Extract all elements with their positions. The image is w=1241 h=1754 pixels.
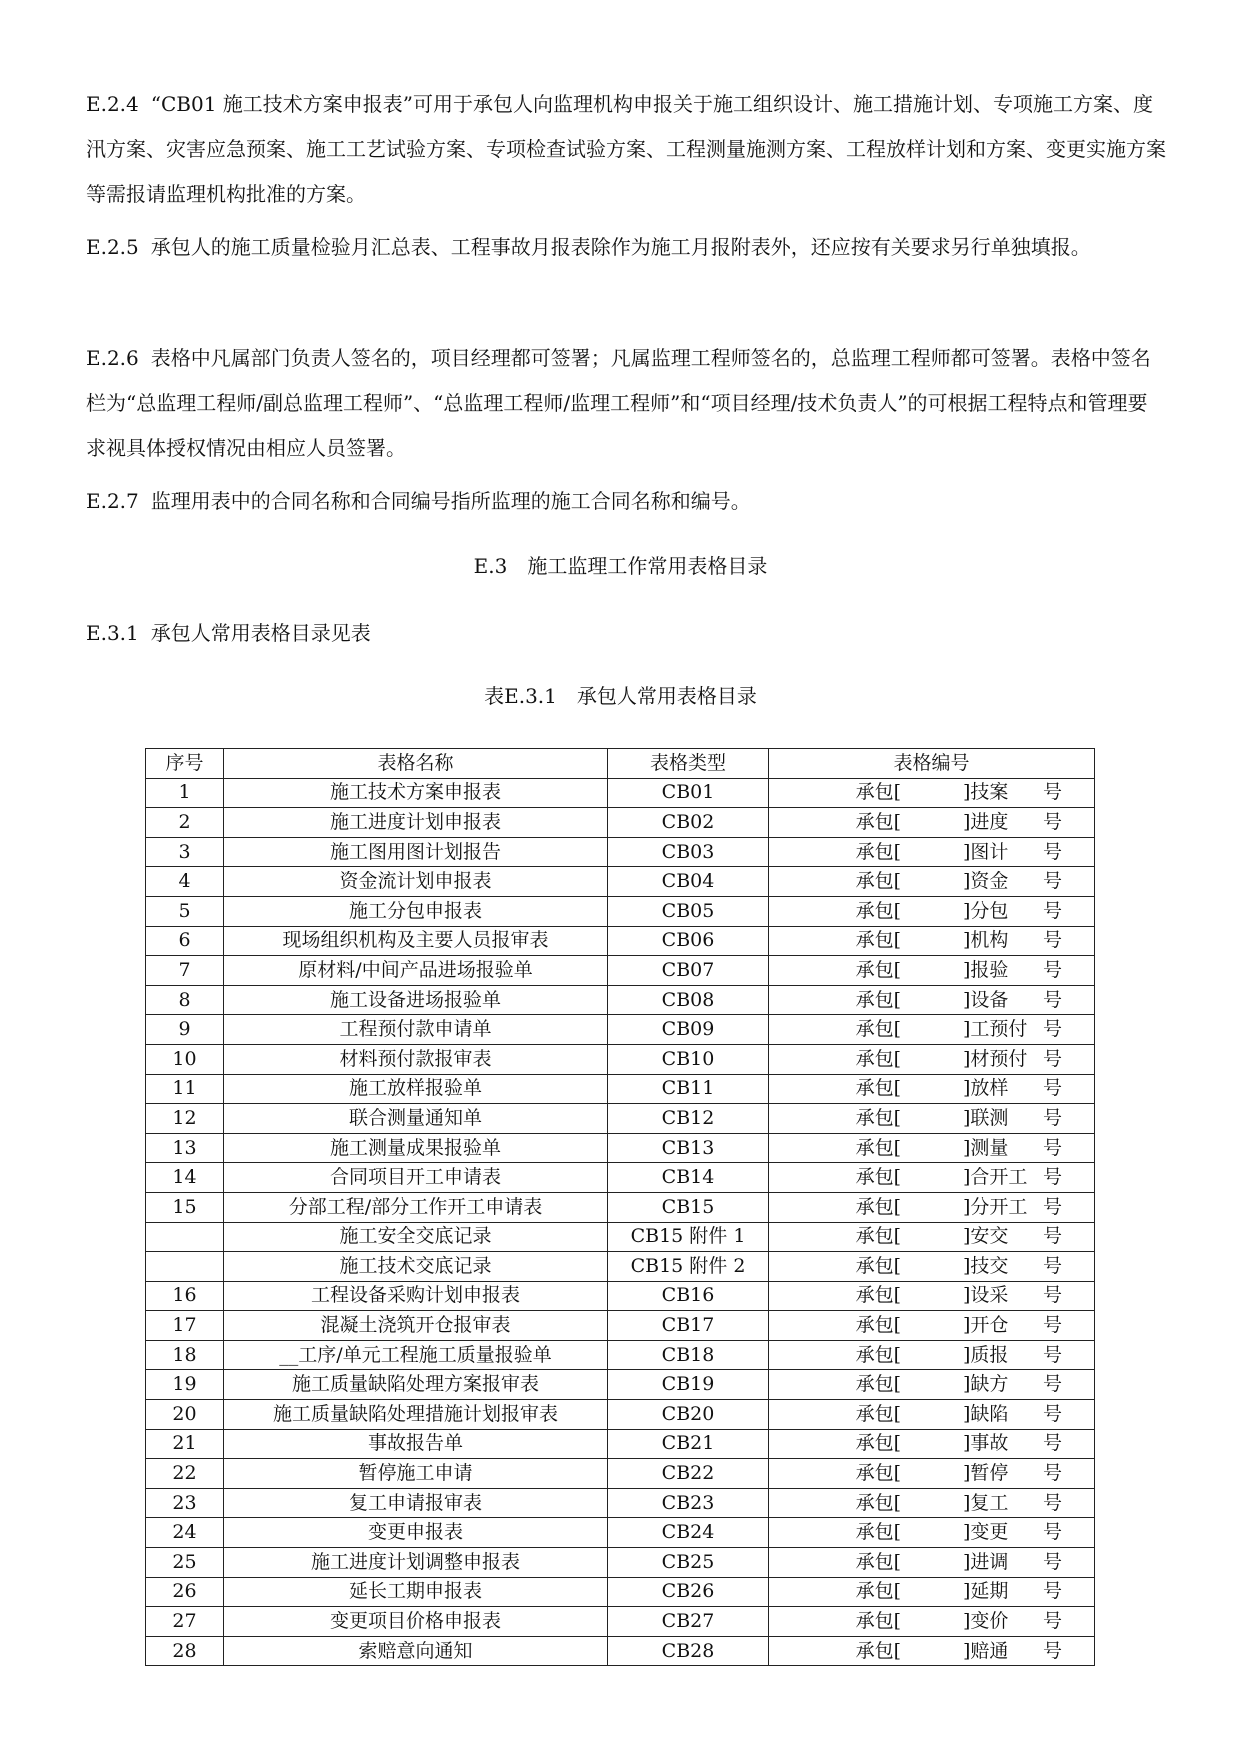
cell-serial: 14 — [146, 1163, 224, 1193]
code-keyword: ]开仓 — [963, 1314, 1009, 1337]
table-row — [146, 1488, 1095, 1518]
table-row — [146, 1429, 1095, 1459]
table-caption: 表E.3.1 承包人常用表格目录 — [484, 684, 757, 708]
cell-form-code — [769, 1370, 1095, 1400]
form-code — [769, 839, 1094, 866]
cell-form-code — [769, 956, 1095, 986]
cell-form-code — [769, 1163, 1095, 1193]
cell-form-type: CB07 — [608, 956, 769, 986]
code-keyword: ]分包 — [963, 899, 1009, 922]
code-prefix: 承包[ — [855, 840, 901, 863]
table-row — [146, 1459, 1095, 1489]
cell-form-name: 施工技术交底记录 — [224, 1252, 608, 1282]
cell-form-name: 施工质量缺陷处理措施计划报审表 — [224, 1400, 608, 1430]
code-prefix: 承包[ — [855, 899, 901, 922]
table-header-row — [146, 749, 1095, 779]
cell-form-type: CB28 — [608, 1636, 769, 1666]
cell-form-type: CB06 — [608, 926, 769, 956]
cell-form-code — [769, 1104, 1095, 1134]
code-prefix: 承包[ — [855, 1284, 901, 1307]
code-prefix: 承包[ — [855, 929, 901, 952]
table-row — [146, 1015, 1095, 1045]
table-row — [146, 1607, 1095, 1637]
code-suffix: 号 — [1043, 781, 1063, 804]
cell-serial: 10 — [146, 1044, 224, 1074]
cell-form-name: 施工安全交底记录 — [224, 1222, 608, 1252]
cell-serial: 13 — [146, 1133, 224, 1163]
code-suffix: 号 — [1043, 958, 1063, 981]
subsection-number: E.3.1 — [86, 621, 139, 645]
cell-serial: 28 — [146, 1636, 224, 1666]
code-suffix: 号 — [1043, 929, 1063, 952]
cell-form-code — [769, 1548, 1095, 1578]
code-suffix: 号 — [1043, 988, 1063, 1011]
cell-serial: 22 — [146, 1459, 224, 1489]
code-keyword: ]设采 — [963, 1284, 1009, 1307]
code-prefix: 承包[ — [855, 1462, 901, 1485]
cell-serial: 12 — [146, 1104, 224, 1134]
cell-form-name: 原材料/中间产品进场报验单 — [224, 956, 608, 986]
code-keyword: ]工预付 — [963, 1018, 1028, 1041]
cell-form-type: CB17 — [608, 1311, 769, 1341]
cell-form-code — [769, 1488, 1095, 1518]
paragraph-number: E.2.7 — [86, 489, 139, 513]
cell-serial: 17 — [146, 1311, 224, 1341]
cell-serial: 9 — [146, 1015, 224, 1045]
code-prefix: 承包[ — [855, 1580, 901, 1603]
cell-form-type: CB15 附件 2 — [608, 1252, 769, 1282]
cell-form-code — [769, 778, 1095, 808]
table-row — [146, 1222, 1095, 1252]
code-prefix: 承包[ — [855, 1195, 901, 1218]
cell-form-type: CB02 — [608, 808, 769, 838]
cell-form-type: CB27 — [608, 1607, 769, 1637]
table-body — [146, 778, 1095, 1666]
cell-form-type: CB18 — [608, 1340, 769, 1370]
cell-form-code — [769, 1222, 1095, 1252]
cell-form-type: CB10 — [608, 1044, 769, 1074]
form-code — [769, 1371, 1094, 1398]
cell-form-code — [769, 926, 1095, 956]
cell-form-type: CB15 — [608, 1192, 769, 1222]
cell-form-code — [769, 1044, 1095, 1074]
cell-form-code — [769, 985, 1095, 1015]
cell-serial: 7 — [146, 956, 224, 986]
form-code — [769, 1135, 1094, 1162]
table-row — [146, 956, 1095, 986]
cell-form-code — [769, 1133, 1095, 1163]
code-keyword: ]机构 — [963, 929, 1009, 952]
code-keyword: ]事故 — [963, 1432, 1009, 1455]
code-prefix: 承包[ — [855, 1521, 901, 1544]
form-code — [769, 1460, 1094, 1487]
cell-serial: 26 — [146, 1577, 224, 1607]
cell-serial: 25 — [146, 1548, 224, 1578]
code-keyword: ]材预付 — [963, 1047, 1028, 1070]
form-code — [769, 1194, 1094, 1221]
cell-serial: 20 — [146, 1400, 224, 1430]
code-prefix: 承包[ — [855, 1343, 901, 1366]
cell-form-code — [769, 896, 1095, 926]
form-code — [769, 1223, 1094, 1250]
code-prefix: 承包[ — [855, 781, 901, 804]
cell-form-code — [769, 1400, 1095, 1430]
code-prefix: 承包[ — [855, 1373, 901, 1396]
paragraph-e-2-5 — [86, 225, 1166, 270]
cell-serial: 16 — [146, 1281, 224, 1311]
paragraph-text: 表格中凡属部门负责人签名的，项目经理都可签署；凡属监理工程师签名的，总监理工程师都可签署。表格中签名栏为“总监理工程师/副总监理工程师”、“总监理工程师/监理工程师”和“项目经理/技术负责人”的可根据工程特点和管理要求视具体授权情况由相应人员签署。 — [86, 346, 1151, 460]
cell-form-type: CB21 — [608, 1429, 769, 1459]
cell-form-type: CB08 — [608, 985, 769, 1015]
code-keyword: ]联测 — [963, 1106, 1009, 1129]
code-keyword: ]分开工 — [963, 1195, 1028, 1218]
table-row — [146, 1636, 1095, 1666]
code-prefix: 承包[ — [855, 1018, 901, 1041]
cell-form-type: CB25 — [608, 1548, 769, 1578]
table-row — [146, 896, 1095, 926]
cell-form-name: 现场组织机构及主要人员报审表 — [224, 926, 608, 956]
cell-form-name: 事故报告单 — [224, 1429, 608, 1459]
code-suffix: 号 — [1043, 1314, 1063, 1337]
code-prefix: 承包[ — [855, 1106, 901, 1129]
cell-serial: 18 — [146, 1340, 224, 1370]
cell-form-name: 变更申报表 — [224, 1518, 608, 1548]
table-row — [146, 1370, 1095, 1400]
cell-form-code — [769, 1015, 1095, 1045]
cell-form-name: 施工图用图计划报告 — [224, 837, 608, 867]
form-code — [769, 868, 1094, 895]
form-code — [769, 1016, 1094, 1043]
cell-serial: 4 — [146, 867, 224, 897]
table-row — [146, 1518, 1095, 1548]
cell-form-name: 施工质量缺陷处理方案报审表 — [224, 1370, 608, 1400]
cell-form-name: 复工申请报审表 — [224, 1488, 608, 1518]
cell-form-code — [769, 1459, 1095, 1489]
table-row — [146, 1311, 1095, 1341]
code-prefix: 承包[ — [855, 810, 901, 833]
code-suffix: 号 — [1043, 1225, 1063, 1248]
table-row — [146, 1044, 1095, 1074]
code-suffix: 号 — [1043, 1343, 1063, 1366]
code-keyword: ]质报 — [963, 1343, 1009, 1366]
cell-form-code — [769, 1340, 1095, 1370]
header-form-code: 表格编号 — [769, 749, 1095, 779]
cell-serial: 15 — [146, 1192, 224, 1222]
code-suffix: 号 — [1043, 899, 1063, 922]
cell-form-type: CB11 — [608, 1074, 769, 1104]
code-keyword: ]进度 — [963, 810, 1009, 833]
cell-form-type: CB04 — [608, 867, 769, 897]
cell-form-type: CB23 — [608, 1488, 769, 1518]
form-code — [769, 1105, 1094, 1132]
code-keyword: ]放样 — [963, 1077, 1009, 1100]
code-suffix: 号 — [1043, 1166, 1063, 1189]
form-code — [769, 1608, 1094, 1635]
code-suffix: 号 — [1043, 1047, 1063, 1070]
cell-form-code — [769, 1577, 1095, 1607]
cell-form-type: CB09 — [608, 1015, 769, 1045]
cell-serial: 19 — [146, 1370, 224, 1400]
cell-form-name: 暂停施工申请 — [224, 1459, 608, 1489]
form-code — [769, 779, 1094, 806]
cell-serial — [146, 1252, 224, 1282]
code-prefix: 承包[ — [855, 1077, 901, 1100]
cell-form-code — [769, 1636, 1095, 1666]
code-prefix: 承包[ — [855, 1047, 901, 1070]
cell-form-type: CB16 — [608, 1281, 769, 1311]
paragraph-e-2-6 — [86, 336, 1166, 471]
cell-form-type: CB01 — [608, 778, 769, 808]
form-code — [769, 809, 1094, 836]
header-form-name: 表格名称 — [224, 749, 608, 779]
cell-form-code — [769, 1192, 1095, 1222]
cell-form-name: 施工进度计划调整申报表 — [224, 1548, 608, 1578]
table-row — [146, 1252, 1095, 1282]
table-row — [146, 926, 1095, 956]
code-prefix: 承包[ — [855, 1166, 901, 1189]
code-keyword: ]资金 — [963, 870, 1009, 893]
code-keyword: ]图计 — [963, 840, 1009, 863]
cell-form-type: CB05 — [608, 896, 769, 926]
code-suffix: 号 — [1043, 1373, 1063, 1396]
cell-form-name: 联合测量通知单 — [224, 1104, 608, 1134]
cell-serial: 1 — [146, 778, 224, 808]
code-suffix: 号 — [1043, 1077, 1063, 1100]
cell-form-type: CB15 附件 1 — [608, 1222, 769, 1252]
form-code — [769, 898, 1094, 925]
code-keyword: ]设备 — [963, 988, 1009, 1011]
table-row — [146, 985, 1095, 1015]
form-code — [769, 1578, 1094, 1605]
form-code — [769, 1490, 1094, 1517]
cell-form-type: CB12 — [608, 1104, 769, 1134]
cell-form-code — [769, 1074, 1095, 1104]
cell-form-name: __工序/单元工程施工质量报验单 — [224, 1340, 608, 1370]
code-suffix: 号 — [1043, 1580, 1063, 1603]
paragraph-number: E.2.4 — [86, 92, 139, 116]
code-suffix: 号 — [1043, 1462, 1063, 1485]
code-suffix: 号 — [1043, 1402, 1063, 1425]
form-code — [769, 1638, 1094, 1665]
code-suffix: 号 — [1043, 1106, 1063, 1129]
cell-form-type: CB03 — [608, 837, 769, 867]
code-keyword: ]暂停 — [963, 1462, 1009, 1485]
table-row — [146, 1074, 1095, 1104]
form-code — [769, 957, 1094, 984]
cell-form-code — [769, 808, 1095, 838]
cell-form-name: 索赔意向通知 — [224, 1636, 608, 1666]
cell-form-type: CB19 — [608, 1370, 769, 1400]
table-row — [146, 1548, 1095, 1578]
code-prefix: 承包[ — [855, 1136, 901, 1159]
code-prefix: 承包[ — [855, 1225, 901, 1248]
table-row — [146, 1281, 1095, 1311]
cell-serial: 21 — [146, 1429, 224, 1459]
cell-form-type: CB14 — [608, 1163, 769, 1193]
code-keyword: ]进调 — [963, 1550, 1009, 1573]
cell-form-name: 合同项目开工申请表 — [224, 1163, 608, 1193]
cell-serial: 2 — [146, 808, 224, 838]
form-code — [769, 1519, 1094, 1546]
code-suffix: 号 — [1043, 1254, 1063, 1277]
code-suffix: 号 — [1043, 1491, 1063, 1514]
table-row — [146, 1192, 1095, 1222]
code-keyword: ]测量 — [963, 1136, 1009, 1159]
code-prefix: 承包[ — [855, 1610, 901, 1633]
code-keyword: ]变更 — [963, 1521, 1009, 1544]
cell-form-name: 施工设备进场报验单 — [224, 985, 608, 1015]
paragraph-number: E.2.6 — [86, 346, 139, 370]
form-code — [769, 1312, 1094, 1339]
code-prefix: 承包[ — [855, 1491, 901, 1514]
cell-form-name: 资金流计划申报表 — [224, 867, 608, 897]
header-form-type: 表格类型 — [608, 749, 769, 779]
cell-form-name: 工程设备采购计划申报表 — [224, 1281, 608, 1311]
code-prefix: 承包[ — [855, 958, 901, 981]
section-title: E.3 施工监理工作常用表格目录 — [473, 554, 768, 578]
code-keyword: ]技案 — [963, 781, 1009, 804]
table-row — [146, 1163, 1095, 1193]
cell-form-code — [769, 1311, 1095, 1341]
paragraph-e-2-7 — [86, 479, 1166, 524]
form-code — [769, 1164, 1094, 1191]
code-suffix: 号 — [1043, 1018, 1063, 1041]
code-suffix: 号 — [1043, 840, 1063, 863]
cell-serial: 27 — [146, 1607, 224, 1637]
code-prefix: 承包[ — [855, 988, 901, 1011]
table-row — [146, 837, 1095, 867]
code-keyword: ]报验 — [963, 958, 1009, 981]
code-suffix: 号 — [1043, 1432, 1063, 1455]
subsection-e-3-1 — [86, 611, 1166, 656]
cell-serial: 6 — [146, 926, 224, 956]
paragraph-text: 承包人的施工质量检验月汇总表、工程事故月报表除作为施工月报附表外，还应按有关要求另行单独填报。 — [150, 235, 1091, 259]
code-keyword: ]变价 — [963, 1610, 1009, 1633]
cell-serial: 3 — [146, 837, 224, 867]
code-suffix: 号 — [1043, 1195, 1063, 1218]
cell-form-type: CB26 — [608, 1577, 769, 1607]
code-prefix: 承包[ — [855, 870, 901, 893]
cell-form-code — [769, 1518, 1095, 1548]
form-code — [769, 987, 1094, 1014]
cell-form-name: 施工放样报验单 — [224, 1074, 608, 1104]
table-row — [146, 1577, 1095, 1607]
form-code — [769, 1430, 1094, 1457]
paragraph-text: “CB01 施工技术方案申报表”可用于承包人向监理机构申报关于施工组织设计、施工措施计划、专项施工方案、度汛方案、灾害应急预案、施工工艺试验方案、专项检查试验方案、工程测量施测方案、工程放样计划和方案、变更实施方案等需报请监理机构批准的方案。 — [86, 92, 1166, 206]
table-row — [146, 1133, 1095, 1163]
table-row — [146, 808, 1095, 838]
cell-serial: 8 — [146, 985, 224, 1015]
code-suffix: 号 — [1043, 1521, 1063, 1544]
cell-form-name: 工程预付款申请单 — [224, 1015, 608, 1045]
cell-serial: 5 — [146, 896, 224, 926]
table-row — [146, 1340, 1095, 1370]
cell-serial: 23 — [146, 1488, 224, 1518]
cell-form-type: CB24 — [608, 1518, 769, 1548]
cell-serial — [146, 1222, 224, 1252]
form-code — [769, 1549, 1094, 1576]
form-code — [769, 927, 1094, 954]
table-row — [146, 778, 1095, 808]
paragraph-text: 监理用表中的合同名称和合同编号指所监理的施工合同名称和编号。 — [150, 489, 751, 513]
header-serial: 序号 — [146, 749, 224, 779]
code-keyword: ]缺陷 — [963, 1402, 1009, 1425]
code-keyword: ]技交 — [963, 1254, 1009, 1277]
form-code — [769, 1342, 1094, 1369]
code-suffix: 号 — [1043, 1610, 1063, 1633]
form-code — [769, 1046, 1094, 1073]
code-keyword: ]赔通 — [963, 1639, 1009, 1662]
cell-form-code — [769, 837, 1095, 867]
code-suffix: 号 — [1043, 870, 1063, 893]
form-code — [769, 1075, 1094, 1102]
cell-form-name: 施工测量成果报验单 — [224, 1133, 608, 1163]
cell-form-name: 施工技术方案申报表 — [224, 778, 608, 808]
cell-form-name: 变更项目价格申报表 — [224, 1607, 608, 1637]
form-code — [769, 1401, 1094, 1428]
cell-form-type: CB20 — [608, 1400, 769, 1430]
table-row — [146, 867, 1095, 897]
paragraph-e-2-4 — [86, 82, 1166, 217]
cell-form-name: 分部工程/部分工作开工申请表 — [224, 1192, 608, 1222]
cell-form-name: 施工分包申报表 — [224, 896, 608, 926]
code-keyword: ]安交 — [963, 1225, 1009, 1248]
table-row — [146, 1400, 1095, 1430]
code-keyword: ]合开工 — [963, 1166, 1028, 1189]
code-suffix: 号 — [1043, 1550, 1063, 1573]
form-code — [769, 1282, 1094, 1309]
paragraph-number: E.2.5 — [86, 235, 139, 259]
cell-form-type: CB13 — [608, 1133, 769, 1163]
cell-serial: 24 — [146, 1518, 224, 1548]
cell-form-code — [769, 1281, 1095, 1311]
subsection-text: 承包人常用表格目录见表 — [150, 621, 371, 645]
code-keyword: ]延期 — [963, 1580, 1009, 1603]
code-suffix: 号 — [1043, 1284, 1063, 1307]
cell-form-name: 材料预付款报审表 — [224, 1044, 608, 1074]
code-prefix: 承包[ — [855, 1432, 901, 1455]
cell-form-type: CB22 — [608, 1459, 769, 1489]
code-prefix: 承包[ — [855, 1639, 901, 1662]
cell-form-name: 施工进度计划申报表 — [224, 808, 608, 838]
code-prefix: 承包[ — [855, 1254, 901, 1277]
code-prefix: 承包[ — [855, 1402, 901, 1425]
form-catalog-table — [145, 748, 1095, 1666]
code-prefix: 承包[ — [855, 1314, 901, 1337]
cell-form-code — [769, 867, 1095, 897]
cell-form-code — [769, 1607, 1095, 1637]
cell-form-code — [769, 1252, 1095, 1282]
cell-form-code — [769, 1429, 1095, 1459]
code-suffix: 号 — [1043, 810, 1063, 833]
code-keyword: ]缺方 — [963, 1373, 1009, 1396]
code-keyword: ]复工 — [963, 1491, 1009, 1514]
code-suffix: 号 — [1043, 1639, 1063, 1662]
code-prefix: 承包[ — [855, 1550, 901, 1573]
form-code — [769, 1253, 1094, 1280]
cell-form-name: 混凝土浇筑开仓报审表 — [224, 1311, 608, 1341]
cell-serial: 11 — [146, 1074, 224, 1104]
cell-form-name: 延长工期申报表 — [224, 1577, 608, 1607]
code-suffix: 号 — [1043, 1136, 1063, 1159]
table-row — [146, 1104, 1095, 1134]
